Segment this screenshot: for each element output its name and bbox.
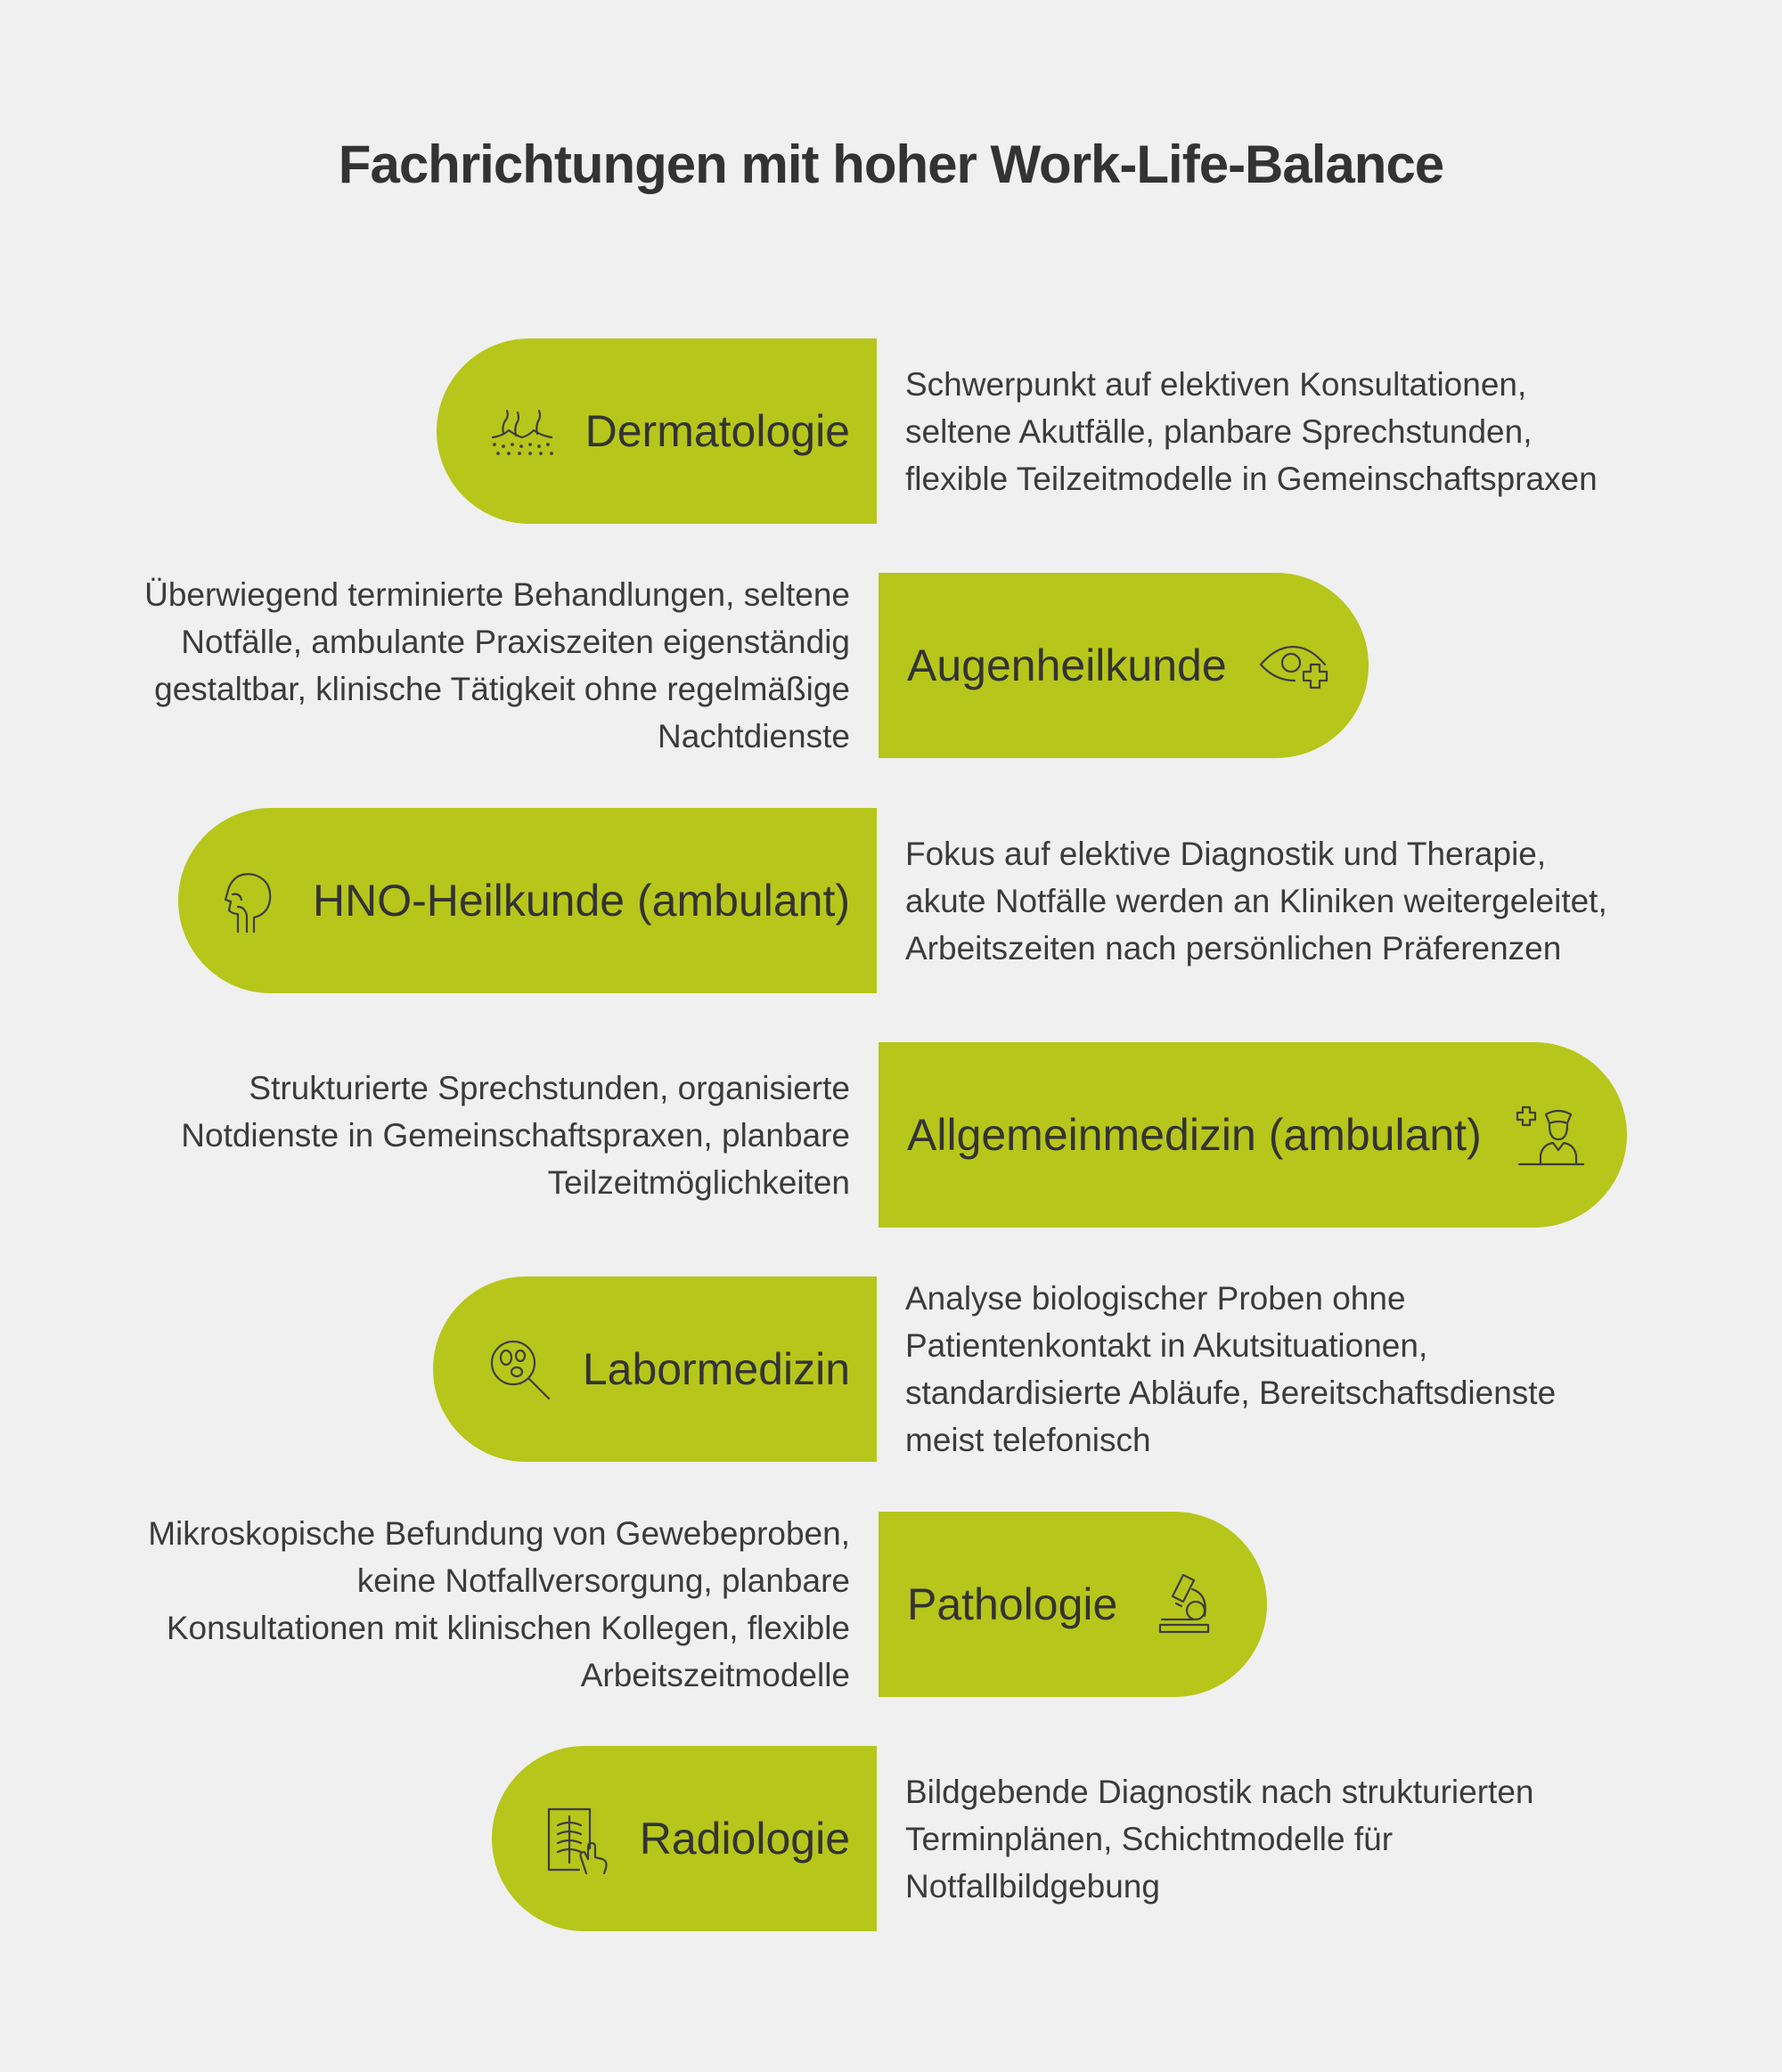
description-line: Mikroskopische Befundung von Gewebeproben, <box>148 1515 850 1552</box>
description-line: gestaltbar, klinische Tätigkeit ohne regelmäßige <box>154 671 850 707</box>
pill-label: Labormedizin <box>582 1344 850 1394</box>
description-line: Analyse biologischer Proben ohne <box>905 1280 1406 1317</box>
pill-allgemeinmedizin <box>879 1042 1627 1228</box>
description-line: Terminplänen, Schichtmodelle für <box>905 1820 1394 1857</box>
microscope-icon <box>1144 1564 1224 1644</box>
description <box>48 1512 850 1697</box>
description-line: akute Notfälle werden an Kliniken weitergeleitet, <box>905 882 1607 919</box>
pill-pathologie <box>879 1512 1267 1697</box>
description <box>48 573 850 758</box>
description-line: Patientenkontakt in Akutsituationen, <box>905 1327 1428 1364</box>
description <box>905 339 1707 524</box>
description-line: meist telefonisch <box>905 1422 1151 1458</box>
pill-label: Dermatologie <box>584 406 850 456</box>
page-title: Fachrichtungen mit hoher Work-Life-Balance <box>338 135 1444 194</box>
description-line: Notfälle, ambulante Praxiszeiten eigenständig <box>181 624 850 660</box>
description-line: Nachtdienste <box>658 718 850 755</box>
description-line: Fokus auf elektive Diagnostik und Therapie, <box>905 835 1547 872</box>
pill-label: Allgemeinmedizin (ambulant) <box>907 1110 1482 1160</box>
description-line: Bildgebende Diagnostik nach strukturierten <box>905 1773 1534 1810</box>
pill-augenheilkunde <box>879 573 1369 758</box>
description <box>905 808 1707 993</box>
description-line: Schwerpunkt auf elektiven Konsultationen, <box>905 365 1527 403</box>
eye-plus-icon <box>1254 625 1334 706</box>
xray-icon <box>536 1799 617 1879</box>
description <box>48 1042 850 1228</box>
pill-labormedizin <box>433 1277 877 1462</box>
description-line: keine Notfallversorgung, planbare <box>356 1562 850 1599</box>
description-line: standardisierte Abläufe, Bereitschaftsdienste <box>905 1375 1557 1411</box>
description-line: Notfallbildgebung <box>905 1867 1160 1905</box>
description-line: Überwiegend terminierte Behandlungen, seltene <box>144 576 850 613</box>
description-line: Konsultationen mit klinischen Kollegen, flexible <box>166 1610 850 1646</box>
description-line: Arbeitszeitmodelle <box>580 1657 850 1693</box>
pill-radiologie <box>492 1746 877 1931</box>
description <box>905 1277 1707 1462</box>
description-line: Strukturierte Sprechstunden, organisierte <box>249 1069 850 1106</box>
pill-label: Pathologie <box>907 1579 1118 1629</box>
description-line: flexible Teilzeitmodelle in Gemeinschaftspraxen <box>905 460 1598 497</box>
description <box>905 1746 1707 1931</box>
description-line: Arbeitszeiten nach persönlichen Präferenzen <box>905 929 1562 967</box>
pill-dermatologie <box>437 339 877 524</box>
description-line: Notdienste in Gemeinschaftspraxen, planbare <box>181 1116 850 1154</box>
pill-label: Augenheilkunde <box>907 640 1227 690</box>
head-throat-icon <box>209 861 290 941</box>
description-line: Teilzeitmöglichkeiten <box>547 1163 850 1201</box>
pill-label: Radiologie <box>639 1814 850 1864</box>
pill-hno-heilkunde <box>178 808 877 993</box>
doctor-cross-icon <box>1508 1095 1589 1175</box>
description-line: seltene Akutfälle, planbare Sprechstunden, <box>905 412 1533 450</box>
pill-label: HNO-Heilkunde (ambulant) <box>312 876 850 926</box>
skin-hair-icon <box>482 391 562 471</box>
magnifier-cells-icon <box>479 1329 560 1409</box>
